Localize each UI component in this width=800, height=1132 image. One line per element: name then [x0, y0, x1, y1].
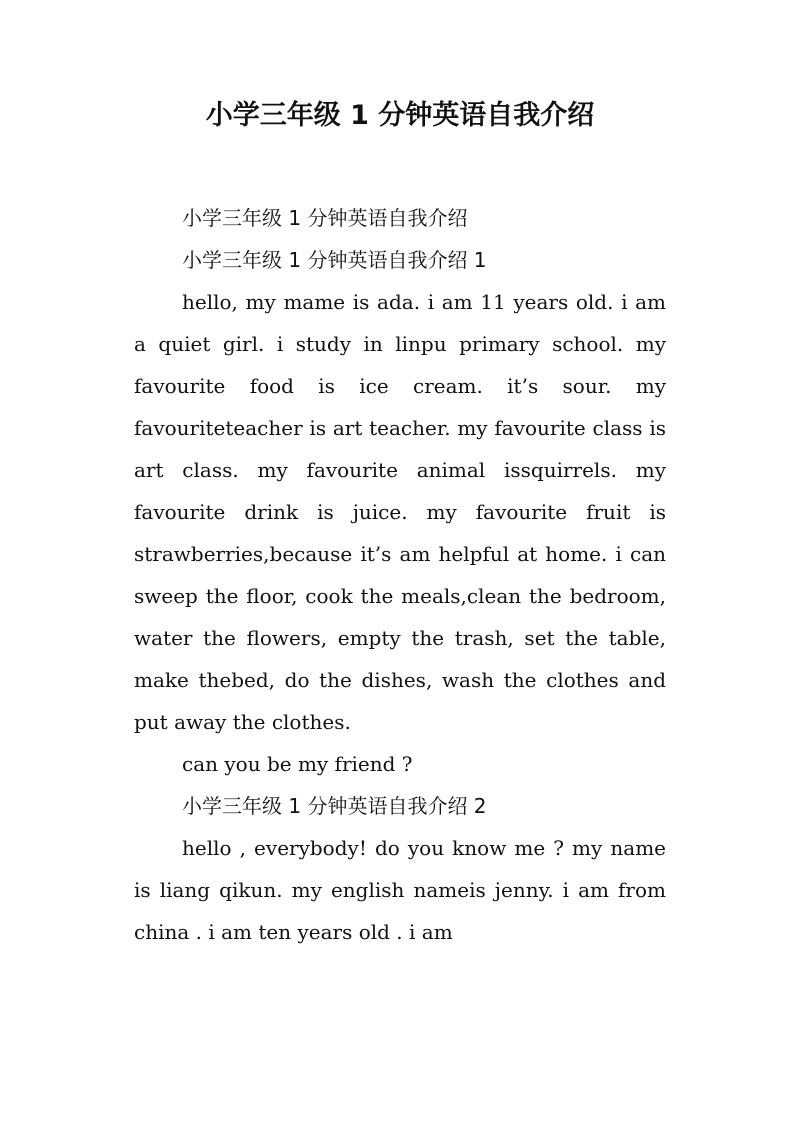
section-heading-2: 小学三年级 1 分钟英语自我介绍 2	[182, 794, 487, 818]
subtitle-paragraph: 小学三年级 1 分钟英语自我介绍	[182, 206, 468, 230]
document-body	[134, 197, 666, 953]
document-title: 小学三年级 1 分钟英语自我介绍	[205, 100, 595, 131]
section-heading-1: 小学三年级 1 分钟英语自我介绍 1	[182, 248, 487, 272]
essay-paragraph-2: hello , everybody! do you know me ? my name is liang qikun. my english nameis jenny. i am from china . i am ten years old . i am	[134, 836, 666, 944]
essay-paragraph-1: hello, my mame is ada. i am 11 years old. i am a quiet girl. i study in linpu primary school. my favourite food is ice cream. it’s sour. my favouriteteacher is art teacher. my favourite class is art class. my favourite animal issquirrels. my favourite drink is juice. my favourite fruit is strawberries,because it’s am helpful at home. i can sweep the floor, cook the meals,clean the bedroom, water the flowers, empty the trash, set the table, make thebed, do the dishes, wash the clothes and put away the clothes.	[134, 290, 666, 734]
closing-question: can you be my friend ?	[182, 752, 413, 776]
